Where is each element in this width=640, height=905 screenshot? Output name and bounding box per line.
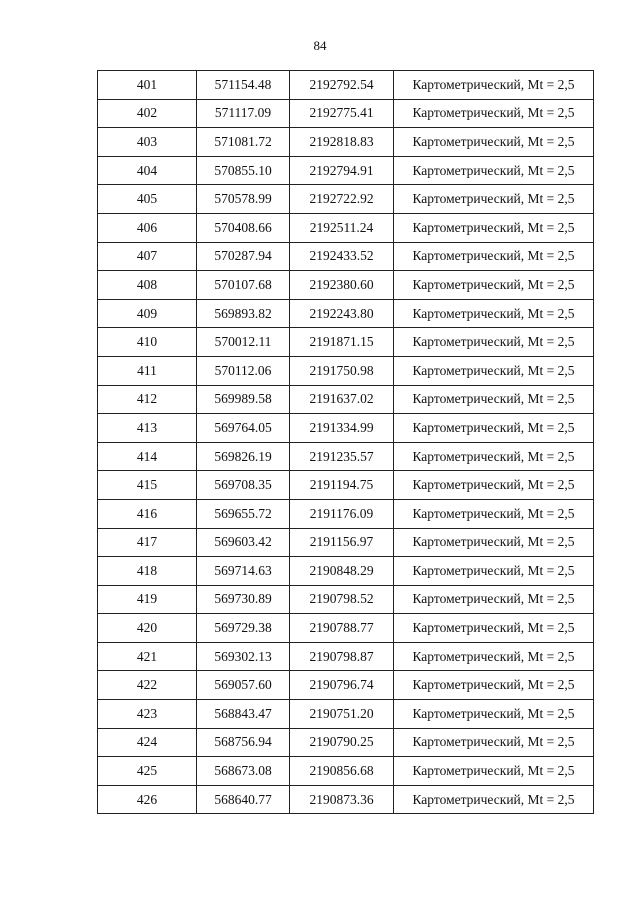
point-number-cell: 418 (98, 557, 197, 586)
x-coordinate-cell: 569729.38 (197, 614, 290, 643)
point-number-cell: 403 (98, 128, 197, 157)
y-coordinate-cell: 2191176.09 (290, 499, 394, 528)
y-coordinate-cell: 2190798.87 (290, 642, 394, 671)
x-coordinate-cell: 568640.77 (197, 785, 290, 814)
point-number-cell: 416 (98, 499, 197, 528)
method-cell: Картометрический, Mt = 2,5 (394, 700, 594, 729)
table-row (98, 585, 594, 614)
y-coordinate-cell: 2192243.80 (290, 299, 394, 328)
y-coordinate-cell: 2192380.60 (290, 271, 394, 300)
table-row (98, 299, 594, 328)
method-cell: Картометрический, Mt = 2,5 (394, 642, 594, 671)
table-row (98, 242, 594, 271)
method-cell: Картометрический, Mt = 2,5 (394, 299, 594, 328)
method-cell: Картометрический, Mt = 2,5 (394, 785, 594, 814)
point-number-cell: 413 (98, 414, 197, 443)
y-coordinate-cell: 2190798.52 (290, 585, 394, 614)
method-cell: Картометрический, Mt = 2,5 (394, 728, 594, 757)
point-number-cell: 401 (98, 71, 197, 100)
x-coordinate-cell: 570408.66 (197, 213, 290, 242)
point-number-cell: 424 (98, 728, 197, 757)
method-cell: Картометрический, Mt = 2,5 (394, 99, 594, 128)
y-coordinate-cell: 2192433.52 (290, 242, 394, 271)
method-cell: Картометрический, Mt = 2,5 (394, 156, 594, 185)
point-number-cell: 419 (98, 585, 197, 614)
table-row (98, 156, 594, 185)
y-coordinate-cell: 2192818.83 (290, 128, 394, 157)
method-cell: Картометрический, Mt = 2,5 (394, 414, 594, 443)
point-number-cell: 407 (98, 242, 197, 271)
table-row (98, 271, 594, 300)
method-cell: Картометрический, Mt = 2,5 (394, 213, 594, 242)
table-row (98, 785, 594, 814)
method-cell: Картометрический, Mt = 2,5 (394, 185, 594, 214)
point-number-cell: 421 (98, 642, 197, 671)
method-cell: Картометрический, Mt = 2,5 (394, 471, 594, 500)
method-cell: Картометрический, Mt = 2,5 (394, 499, 594, 528)
point-number-cell: 410 (98, 328, 197, 357)
page-number: 84 (313, 38, 327, 53)
x-coordinate-cell: 569603.42 (197, 528, 290, 557)
table-row (98, 614, 594, 643)
point-number-cell: 414 (98, 442, 197, 471)
y-coordinate-cell: 2190788.77 (290, 614, 394, 643)
point-number-cell: 417 (98, 528, 197, 557)
x-coordinate-cell: 568673.08 (197, 757, 290, 786)
x-coordinate-cell: 568756.94 (197, 728, 290, 757)
table-row (98, 471, 594, 500)
point-number-cell: 411 (98, 356, 197, 385)
x-coordinate-cell: 570578.99 (197, 185, 290, 214)
x-coordinate-cell: 571154.48 (197, 71, 290, 100)
x-coordinate-cell: 569893.82 (197, 299, 290, 328)
point-number-cell: 404 (98, 156, 197, 185)
table-row (98, 328, 594, 357)
table-row (98, 728, 594, 757)
method-cell: Картометрический, Mt = 2,5 (394, 271, 594, 300)
point-number-cell: 409 (98, 299, 197, 328)
method-cell: Картометрический, Mt = 2,5 (394, 242, 594, 271)
method-cell: Картометрический, Mt = 2,5 (394, 128, 594, 157)
x-coordinate-cell: 569655.72 (197, 499, 290, 528)
method-cell: Картометрический, Mt = 2,5 (394, 385, 594, 414)
x-coordinate-cell: 570012.11 (197, 328, 290, 357)
x-coordinate-cell: 570107.68 (197, 271, 290, 300)
method-cell: Картометрический, Mt = 2,5 (394, 585, 594, 614)
point-number-cell: 423 (98, 700, 197, 729)
table-row (98, 71, 594, 100)
y-coordinate-cell: 2192794.91 (290, 156, 394, 185)
point-number-cell: 426 (98, 785, 197, 814)
method-cell: Картометрический, Mt = 2,5 (394, 356, 594, 385)
y-coordinate-cell: 2191156.97 (290, 528, 394, 557)
x-coordinate-cell: 570112.06 (197, 356, 290, 385)
table-row (98, 671, 594, 700)
table-row (98, 557, 594, 586)
y-coordinate-cell: 2191750.98 (290, 356, 394, 385)
table-row (98, 356, 594, 385)
method-cell: Картометрический, Mt = 2,5 (394, 71, 594, 100)
table-row (98, 128, 594, 157)
x-coordinate-cell: 569989.58 (197, 385, 290, 414)
y-coordinate-cell: 2192722.92 (290, 185, 394, 214)
y-coordinate-cell: 2190848.29 (290, 557, 394, 586)
x-coordinate-cell: 569714.63 (197, 557, 290, 586)
y-coordinate-cell: 2192511.24 (290, 213, 394, 242)
y-coordinate-cell: 2190873.36 (290, 785, 394, 814)
x-coordinate-cell: 569730.89 (197, 585, 290, 614)
table-row (98, 213, 594, 242)
coordinates-table (97, 70, 594, 814)
table-row (98, 757, 594, 786)
method-cell: Картометрический, Mt = 2,5 (394, 528, 594, 557)
y-coordinate-cell: 2191871.15 (290, 328, 394, 357)
point-number-cell: 420 (98, 614, 197, 643)
table-row (98, 185, 594, 214)
table-row (98, 499, 594, 528)
table-row (98, 642, 594, 671)
x-coordinate-cell: 569708.35 (197, 471, 290, 500)
coordinates-table-body (98, 71, 594, 814)
point-number-cell: 406 (98, 213, 197, 242)
y-coordinate-cell: 2191235.57 (290, 442, 394, 471)
method-cell: Картометрический, Mt = 2,5 (394, 328, 594, 357)
method-cell: Картометрический, Mt = 2,5 (394, 614, 594, 643)
point-number-cell: 415 (98, 471, 197, 500)
x-coordinate-cell: 571117.09 (197, 99, 290, 128)
point-number-cell: 402 (98, 99, 197, 128)
y-coordinate-cell: 2192775.41 (290, 99, 394, 128)
x-coordinate-cell: 571081.72 (197, 128, 290, 157)
x-coordinate-cell: 570287.94 (197, 242, 290, 271)
table-row (98, 442, 594, 471)
y-coordinate-cell: 2191334.99 (290, 414, 394, 443)
point-number-cell: 425 (98, 757, 197, 786)
method-cell: Картометрический, Mt = 2,5 (394, 442, 594, 471)
table-row (98, 700, 594, 729)
point-number-cell: 412 (98, 385, 197, 414)
y-coordinate-cell: 2191194.75 (290, 471, 394, 500)
method-cell: Картометрический, Mt = 2,5 (394, 557, 594, 586)
x-coordinate-cell: 570855.10 (197, 156, 290, 185)
x-coordinate-cell: 569302.13 (197, 642, 290, 671)
point-number-cell: 408 (98, 271, 197, 300)
table-row (98, 528, 594, 557)
x-coordinate-cell: 569764.05 (197, 414, 290, 443)
y-coordinate-cell: 2192792.54 (290, 71, 394, 100)
y-coordinate-cell: 2190751.20 (290, 700, 394, 729)
y-coordinate-cell: 2190790.25 (290, 728, 394, 757)
y-coordinate-cell: 2191637.02 (290, 385, 394, 414)
method-cell: Картометрический, Mt = 2,5 (394, 757, 594, 786)
point-number-cell: 422 (98, 671, 197, 700)
y-coordinate-cell: 2190856.68 (290, 757, 394, 786)
table-row (98, 414, 594, 443)
x-coordinate-cell: 568843.47 (197, 700, 290, 729)
point-number-cell: 405 (98, 185, 197, 214)
table-row (98, 385, 594, 414)
x-coordinate-cell: 569826.19 (197, 442, 290, 471)
method-cell: Картометрический, Mt = 2,5 (394, 671, 594, 700)
y-coordinate-cell: 2190796.74 (290, 671, 394, 700)
table-row (98, 99, 594, 128)
x-coordinate-cell: 569057.60 (197, 671, 290, 700)
